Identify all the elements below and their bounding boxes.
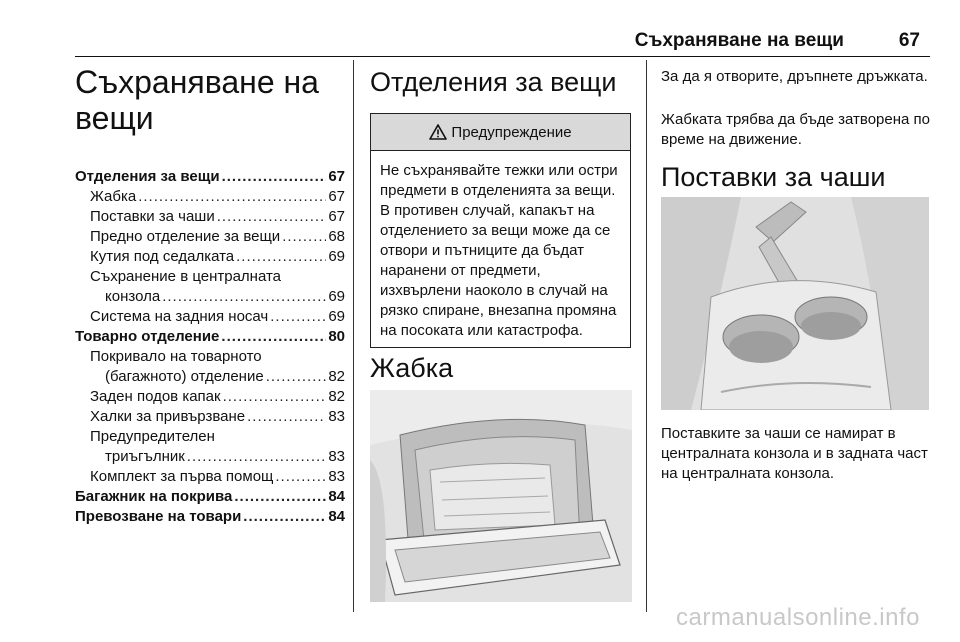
toc-entry-label: Предупредителен: [90, 428, 215, 445]
toc-leader-dots: [270, 307, 326, 327]
glovebox-closed-text: Жабката трябва да бъде затворена по време на движение.: [661, 111, 930, 148]
toc-leader-dots: [222, 167, 327, 187]
toc-leader-dots: [221, 327, 326, 347]
toc-entry-page: 69: [328, 248, 345, 265]
toc-entry-label: Жабка: [90, 188, 137, 205]
toc-entry-label: Багажник на покрива: [75, 488, 233, 505]
warning-title: Предупреждение: [451, 123, 572, 141]
toc-entry[interactable]: [75, 407, 345, 427]
toc-entry-page: 84: [328, 488, 345, 505]
toc-entry-page: 83: [328, 448, 345, 465]
toc-entry-page: 69: [328, 308, 345, 325]
column-divider-right: [646, 60, 647, 612]
toc-entry[interactable]: [75, 327, 345, 347]
section-title-cupholders: Поставки за чаши: [661, 162, 886, 192]
toc-leader-dots: [243, 507, 326, 527]
warning-triangle-icon: [429, 124, 447, 140]
toc-entry-page: 83: [328, 408, 345, 425]
cupholders-illustration: [661, 197, 929, 410]
toc-leader-dots: [236, 247, 326, 267]
warning-text: Не съхранявайте тежки или остри предмети в отделенията за вещи. В противен случай, капакът на отделението за вещи може да се отвори и пътниците да бъдат наранени от предмети, изхвърлени наоколо в случай на рязко спиране, внезапна промяна на посоката или катастрофа.: [380, 162, 618, 339]
toc-entry-label: Отделения за вещи: [75, 168, 220, 185]
toc-leader-dots: [234, 487, 326, 507]
toc-entry[interactable]: [75, 187, 345, 207]
header-title: Съхраняване на вещи: [634, 30, 844, 51]
cupholders-text: Поставките за чаши се намират в централната конзола и в задната част на централната конзола.: [661, 425, 928, 482]
section-title-storage: Отделения за вещи: [370, 67, 617, 97]
chapter-title: Съхраняване на вещи: [75, 64, 319, 136]
toc-entry[interactable]: [75, 367, 345, 387]
toc-entry[interactable]: [75, 347, 345, 367]
watermark: carmanualsonline.info: [676, 604, 920, 631]
toc-entry-label: Превозване на товари: [75, 508, 242, 525]
toc-leader-dots: [282, 227, 326, 247]
toc-entry-page: 80: [328, 328, 345, 345]
toc-entry-label: Кутия под седалката: [90, 248, 235, 265]
toc-entry[interactable]: [75, 267, 345, 287]
glovebox-open-text: За да я отворите, дръпнете дръжката.: [661, 68, 928, 85]
toc-entry[interactable]: [75, 447, 345, 467]
toc-entry-label: Съхранение в централната: [90, 268, 282, 285]
toc-entry-page: 67: [328, 168, 345, 185]
glovebox-illustration: [370, 390, 632, 602]
toc-entry-page: 82: [328, 388, 345, 405]
toc-entry-label: триъгълник: [105, 448, 185, 465]
toc-entry[interactable]: [75, 307, 345, 327]
toc-entry-page: 83: [328, 468, 345, 485]
toc-entry[interactable]: [75, 247, 345, 267]
header-divider: [75, 56, 930, 57]
toc-entry-page: 84: [328, 508, 345, 525]
toc-entry-label: Покривало на товарното: [90, 348, 262, 365]
section-title-glovebox: Жабка: [370, 353, 454, 383]
toc-entry-label: Поставки за чаши: [90, 208, 215, 225]
table-of-contents: [75, 167, 345, 527]
toc-leader-dots: [138, 187, 326, 207]
toc-entry-label: Халки за привързване: [90, 408, 246, 425]
toc-entry[interactable]: [75, 387, 345, 407]
toc-entry[interactable]: [75, 507, 345, 527]
toc-entry[interactable]: [75, 167, 345, 187]
toc-entry-page: 82: [328, 368, 345, 385]
page-number: 67: [898, 30, 920, 51]
toc-entry[interactable]: [75, 287, 345, 307]
toc-leader-dots: [275, 467, 326, 487]
toc-entry-label: Комплект за първа помощ: [90, 468, 274, 485]
toc-entry-label: Заден подов капак: [90, 388, 221, 405]
toc-entry[interactable]: [75, 427, 345, 447]
toc-leader-dots: [223, 387, 327, 407]
toc-leader-dots: [266, 367, 327, 387]
toc-leader-dots: [247, 407, 326, 427]
toc-entry-label: Система на задния носач: [90, 308, 269, 325]
warning-box: [370, 113, 631, 348]
toc-entry-page: 68: [328, 228, 345, 245]
toc-leader-dots: [217, 207, 327, 227]
toc-entry-page: 69: [328, 288, 345, 305]
column-divider-left: [353, 60, 354, 612]
toc-entry[interactable]: [75, 487, 345, 507]
toc-entry-page: 67: [328, 188, 345, 205]
toc-entry-label: (багажното) отделение: [105, 368, 264, 385]
toc-entry-label: конзола: [105, 288, 161, 305]
toc-entry[interactable]: [75, 467, 345, 487]
toc-entry-label: Предно отделение за вещи: [90, 228, 281, 245]
toc-leader-dots: [162, 287, 326, 307]
toc-entry[interactable]: [75, 227, 345, 247]
toc-leader-dots: [187, 447, 327, 467]
warning-header: [371, 114, 630, 151]
toc-entry-page: 67: [328, 208, 345, 225]
toc-entry-label: Товарно отделение: [75, 328, 220, 345]
toc-entry[interactable]: [75, 207, 345, 227]
